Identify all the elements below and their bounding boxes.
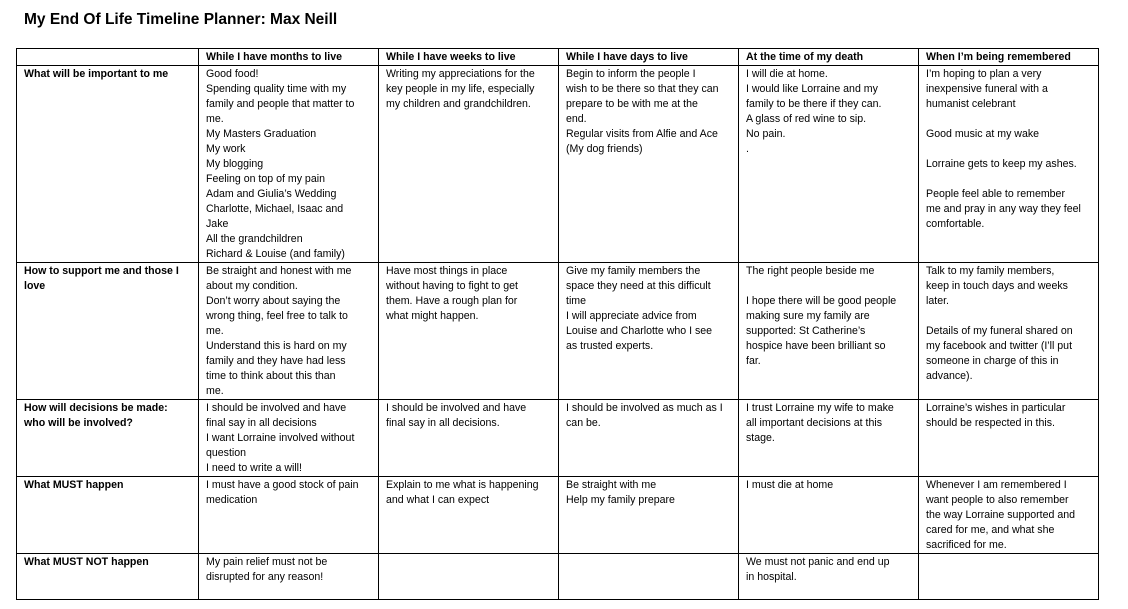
cell-line: them. Have a rough plan for [386, 295, 518, 307]
cell-line: Louise and Charlotte who I see [566, 325, 713, 337]
cell-line: prepare to be with me at the [566, 98, 698, 110]
cell-line: in hospital. [746, 571, 797, 583]
cell-line: I should be involved and have [206, 402, 347, 414]
table-cell [739, 477, 919, 554]
table-cell [199, 263, 379, 400]
timeline-planner-table [16, 48, 1099, 600]
cell-line: I should be involved and have [386, 402, 527, 414]
cell-line: Adam and Giulia’s Wedding [206, 188, 337, 200]
cell-line: me. [206, 385, 224, 397]
cell-line: sacrificed for me. [926, 539, 1007, 551]
cell-line: final say in all decisions [206, 417, 317, 429]
cell-line: We must not panic and end up [746, 556, 890, 568]
cell-line: I want Lorraine involved without [206, 432, 355, 444]
cell-line: keep in touch days and weeks [926, 280, 1068, 292]
row-header-line: who will be involved? [24, 417, 133, 429]
cell-line: I need to write a will! [206, 462, 302, 474]
row-header [17, 477, 199, 554]
cell-line: and what I can expect [386, 494, 490, 506]
cell-line: me and pray in any way they feel [926, 203, 1081, 215]
table-cell [559, 263, 739, 400]
cell-line: Lorraine gets to keep my ashes. [926, 158, 1077, 170]
table-cell [919, 554, 1099, 600]
table-cell [379, 554, 559, 600]
cell-line: My Masters Graduation [206, 128, 317, 140]
row-header-line: What will be important to me [24, 68, 169, 80]
cell-line: Be straight with me [566, 479, 657, 491]
cell-line: medication [206, 494, 258, 506]
cell-line: wish to be there so that they can [566, 83, 719, 95]
cell-line: wrong thing, feel free to talk to [206, 310, 348, 322]
cell-line: The right people beside me [746, 265, 875, 277]
cell-line: family and people that matter to [206, 98, 355, 110]
cell-line: Explain to me what is happening [386, 479, 539, 491]
column-header: While I have weeks to live [379, 49, 559, 66]
cell-line: should be respected in this. [926, 417, 1055, 429]
cell-line: A glass of red wine to sip. [746, 113, 867, 125]
cell-line: time to think about this than [206, 370, 336, 382]
cell-line: I trust Lorraine my wife to make [746, 402, 894, 414]
cell-line: (My dog friends) [566, 143, 643, 155]
cell-line [926, 142, 1092, 157]
cell-line [926, 172, 1092, 187]
cell-line [926, 112, 1092, 127]
cell-line: My work [206, 143, 246, 155]
cell-line: My pain relief must not be [206, 556, 328, 568]
table-cell [559, 477, 739, 554]
table-cell [559, 400, 739, 477]
cell-line: family and they have had less [206, 355, 346, 367]
row-header-line: love [24, 280, 46, 292]
cell-line: advance). [926, 370, 973, 382]
cell-line: Details of my funeral shared on [926, 325, 1073, 337]
cell-line: what might happen. [386, 310, 479, 322]
cell-line: the way Lorraine supported and [926, 509, 1076, 521]
cell-line: cared for me, and what she [926, 524, 1055, 536]
cell-line: No pain. [746, 128, 786, 140]
cell-line: . [746, 143, 749, 155]
cell-line: about my condition. [206, 280, 298, 292]
table-row [17, 554, 1099, 600]
cell-line: Understand this is hard on my [206, 340, 347, 352]
cell-line: Jake [206, 218, 229, 230]
cell-line: end. [566, 113, 587, 125]
cell-line: inexpensive funeral with a [926, 83, 1048, 95]
cell-line: Begin to inform the people I [566, 68, 696, 80]
cell-line: I must have a good stock of pain [206, 479, 359, 491]
cell-line: Spending quality time with my [206, 83, 347, 95]
row-header [17, 263, 199, 400]
cell-line: I would like Lorraine and my [746, 83, 878, 95]
table-row [17, 477, 1099, 554]
cell-line: All the grandchildren [206, 233, 303, 245]
cell-line: as trusted experts. [566, 340, 654, 352]
cell-line: Feeling on top of my pain [206, 173, 325, 185]
table-cell [739, 400, 919, 477]
column-header: When I’m being remembered [919, 49, 1099, 66]
column-header: At the time of my death [739, 49, 919, 66]
cell-line: me. [206, 113, 224, 125]
table-cell [739, 66, 919, 263]
row-header-line: What MUST NOT happen [24, 556, 149, 568]
cell-line: time [566, 295, 587, 307]
cell-line: Whenever I am remembered I [926, 479, 1067, 491]
cell-line: People feel able to remember [926, 188, 1065, 200]
cell-line: I’m hoping to plan a very [926, 68, 1042, 80]
cell-line: question [206, 447, 247, 459]
cell-line: Writing my appreciations for the [386, 68, 535, 80]
header-row [17, 49, 1099, 66]
cell-line: My blogging [206, 158, 264, 170]
cell-line: disrupted for any reason! [206, 571, 324, 583]
cell-line: me. [206, 325, 224, 337]
table-cell [559, 66, 739, 263]
page-title: My End Of Life Timeline Planner: Max Neill [24, 11, 338, 28]
table-cell [379, 263, 559, 400]
cell-line: Help my family prepare [566, 494, 675, 506]
table-row [17, 66, 1099, 263]
table-cell [379, 477, 559, 554]
cell-line: Good food! [206, 68, 259, 80]
cell-line: my children and grandchildren. [386, 98, 531, 110]
table-cell [739, 263, 919, 400]
table-cell [199, 66, 379, 263]
cell-line: without having to fight to get [386, 280, 518, 292]
table-cell [919, 477, 1099, 554]
cell-line [926, 309, 1092, 324]
cell-line: family to be there if they can. [746, 98, 882, 110]
table-cell [739, 554, 919, 600]
column-header: While I have days to live [559, 49, 739, 66]
cell-line: want people to also remember [926, 494, 1069, 506]
cell-line: I must die at home [746, 479, 834, 491]
table-row [17, 400, 1099, 477]
column-header: While I have months to live [199, 49, 379, 66]
cell-line: someone in charge of this in [926, 355, 1059, 367]
table-cell [199, 477, 379, 554]
cell-line: Charlotte, Michael, Isaac and [206, 203, 344, 215]
row-header-line: How will decisions be made: [24, 402, 168, 414]
cell-line: Have most things in place [386, 265, 508, 277]
cell-line: I hope there will be good people [746, 295, 897, 307]
table-cell [919, 400, 1099, 477]
cell-line: far. [746, 355, 761, 367]
row-header [17, 400, 199, 477]
cell-line: Be straight and honest with me [206, 265, 352, 277]
cell-line: Don’t worry about saying the [206, 295, 341, 307]
cell-line: Regular visits from Alfie and Ace [566, 128, 718, 140]
row-header-line: How to support me and those I [24, 265, 179, 277]
row-header-line: What MUST happen [24, 479, 124, 491]
table-cell [379, 400, 559, 477]
table-row [17, 263, 1099, 400]
row-header [17, 554, 199, 600]
cell-line: Richard & Louise (and family) [206, 248, 345, 260]
cell-line: key people in my life, especially [386, 83, 535, 95]
cell-line: I will die at home. [746, 68, 828, 80]
column-header [17, 49, 199, 66]
table-cell [379, 66, 559, 263]
cell-line: final say in all decisions. [386, 417, 500, 429]
cell-line: space they need at this difficult [566, 280, 711, 292]
cell-line: comfortable. [926, 218, 985, 230]
table-cell [919, 66, 1099, 263]
cell-line: Good music at my wake [926, 128, 1040, 140]
table-cell [919, 263, 1099, 400]
cell-line [746, 279, 912, 294]
cell-line: Talk to my family members, [926, 265, 1055, 277]
cell-line: can be. [566, 417, 601, 429]
cell-line: Lorraine’s wishes in particular [926, 402, 1066, 414]
cell-line: I should be involved as much as I [566, 402, 723, 414]
cell-line: making sure my family are [746, 310, 870, 322]
table-cell [199, 400, 379, 477]
cell-line: Give my family members the [566, 265, 701, 277]
cell-line: humanist celebrant [926, 98, 1016, 110]
row-header [17, 66, 199, 263]
cell-line: hospice have been brilliant so [746, 340, 886, 352]
cell-line: stage. [746, 432, 775, 444]
table-cell [559, 554, 739, 600]
cell-line: supported: St Catherine’s [746, 325, 866, 337]
table-cell [199, 554, 379, 600]
cell-line: later. [926, 295, 949, 307]
cell-line: all important decisions at this [746, 417, 883, 429]
cell-line: I will appreciate advice from [566, 310, 697, 322]
cell-line: my facebook and twitter (I’ll put [926, 340, 1073, 352]
